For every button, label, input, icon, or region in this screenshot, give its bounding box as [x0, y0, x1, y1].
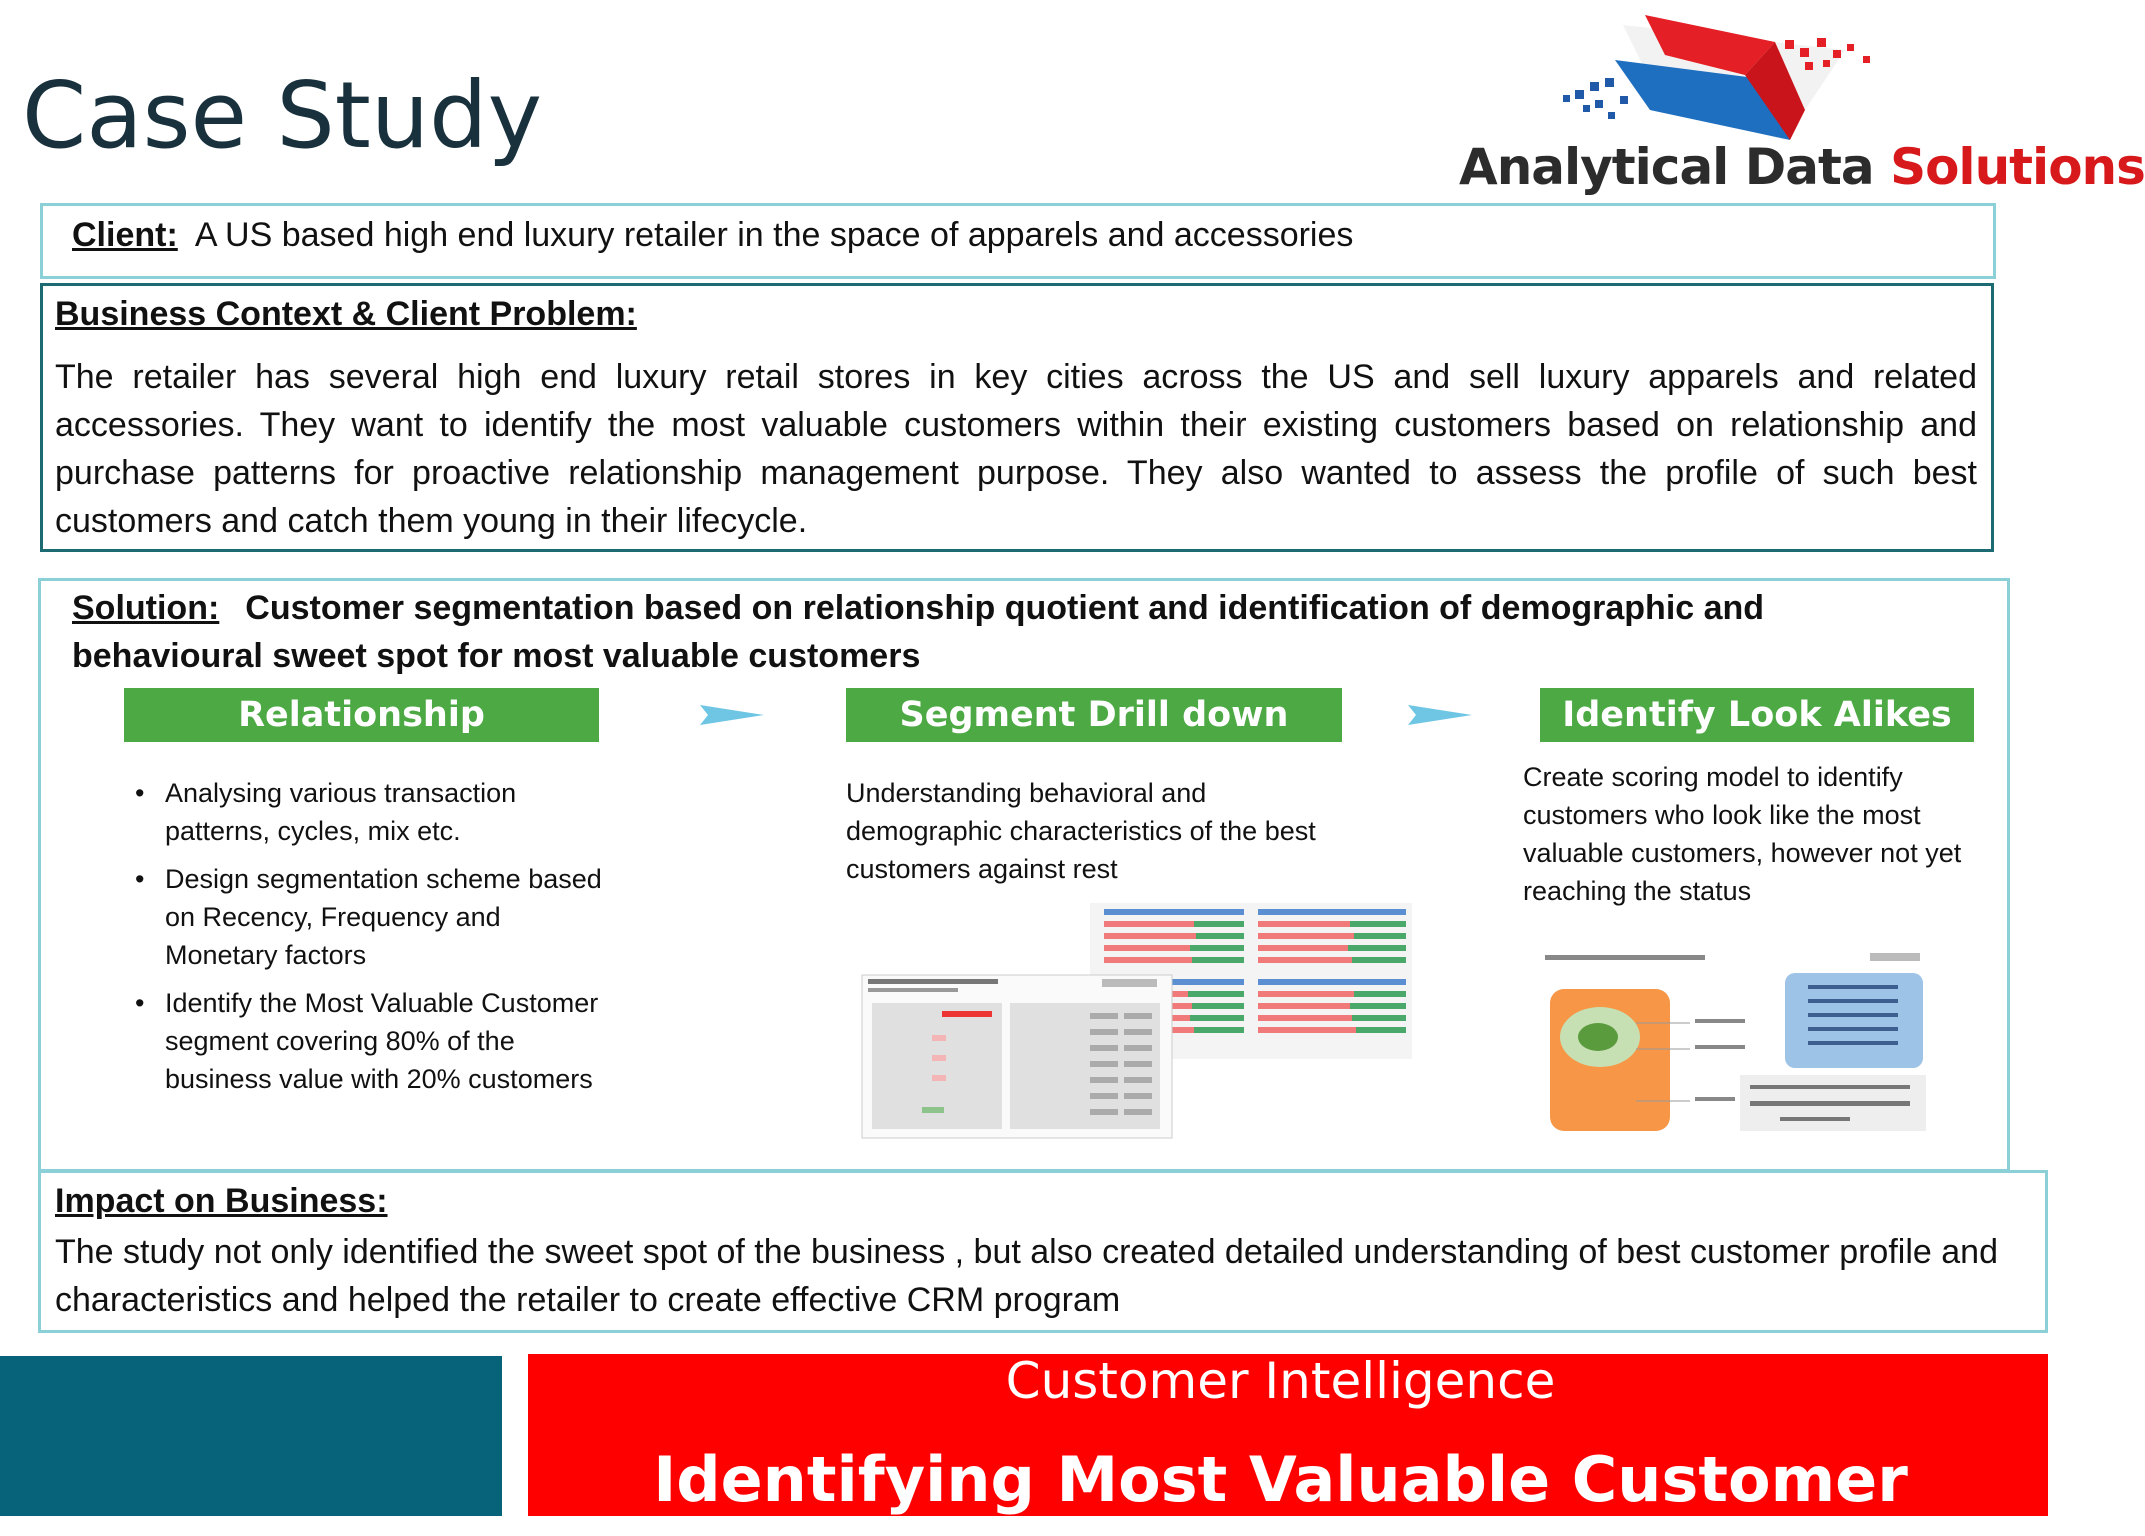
context-heading: Business Context & Client Problem: [55, 295, 637, 333]
step3-description: Create scoring model to identify customers who look like the most valuable customers, however not yet reaching the status [1523, 762, 1962, 906]
lookalike-diagram-thumbnail [1540, 945, 1930, 1141]
step-segment-drill-down: Segment Drill down [846, 688, 1342, 742]
flag-icon [1445, 0, 2048, 140]
client-line [72, 216, 1353, 255]
step1-bullet-list [133, 774, 615, 1108]
list-item: • Analysing various transaction patterns, cycles, mix etc. [165, 774, 615, 850]
logo-wordmark [1459, 138, 2145, 196]
impact-heading: Impact on Business: [55, 1182, 388, 1220]
footer-subtitle: Customer Intelligence [1005, 1352, 1556, 1410]
logo-word-data: Data [1744, 138, 1874, 196]
client-label: Client: [72, 216, 178, 254]
impact-body: The study not only identified the sweet spot of the business , but also created detailed understanding of best customer profile and characteristics and helped the retailer to create effective CRM program [55, 1233, 1998, 1319]
step-identify-look-alikes: Identify Look Alikes [1540, 688, 1974, 742]
context-body: The retailer has several high end luxury retail stores in key cities across the US and sell luxury apparels and related accessories. They want to identify the most valuable customers within their existing customers based on relationship and purchase patterns for proactive relationship management purpose. They also wanted to assess the profile of such best customers and catch them young in their lifecycle. [55, 358, 1977, 540]
arrow-right-icon [700, 700, 764, 730]
step2-description: Understanding behavioral and demographic characteristics of the best customers against rest [846, 778, 1316, 884]
list-item: • Identify the Most Valuable Customer segment covering 80% of the business value with 20% customers [165, 984, 615, 1098]
footer-title: Identifying Most Valuable Customer [653, 1443, 1908, 1516]
solution-label: Solution: [72, 589, 220, 627]
page-title: Case Study [22, 62, 543, 169]
step-relationship-segmentation: Relationship Segmentation [124, 688, 599, 742]
client-text: A US based high end luxury retailer in the space of apparels and accessories [194, 216, 1354, 254]
footer-left-block [0, 1356, 502, 1516]
arrow-right-icon [1408, 700, 1472, 730]
customer-table-thumbnail [862, 975, 1172, 1138]
solution-heading [72, 584, 1912, 680]
company-logo [1445, 0, 2145, 200]
solution-text: Customer segmentation based on relationship quotient and identification of demographic and behavioural sweet spot for most valuable customers [72, 589, 1765, 675]
list-item: • Design segmentation scheme based on Recency, Frequency and Monetary factors [165, 860, 615, 974]
logo-word-analytical: Analytical [1459, 138, 1729, 196]
logo-word-solutions: Solutions [1890, 138, 2145, 196]
